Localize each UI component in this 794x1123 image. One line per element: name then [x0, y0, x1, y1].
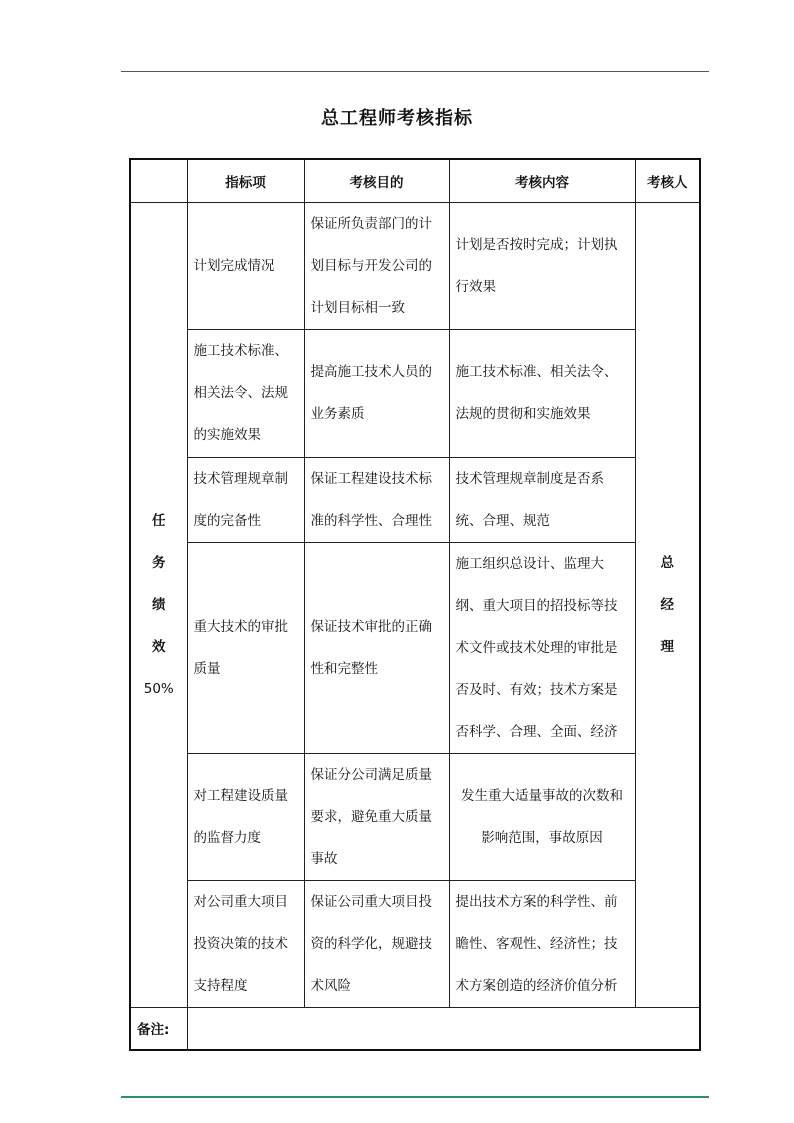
purpose-cell: 提高施工技术人员的业务素质 — [304, 329, 449, 457]
assessor-char: 经 — [660, 596, 674, 613]
header-blank — [130, 159, 187, 202]
assessor-char: 总 — [660, 554, 674, 571]
item-cell: 计划完成情况 — [187, 202, 304, 329]
item-cell: 对公司重大项目投资决策的技术支持程度 — [187, 880, 304, 1007]
header-item: 指标项 — [187, 159, 304, 202]
purpose-cell: 保证分公司满足质量要求，避免重大质量事故 — [304, 753, 449, 880]
remark-label: 备注: — [130, 1007, 187, 1050]
purpose-cell: 保证工程建设技术标准的科学性、合理性 — [304, 457, 449, 542]
table-row — [130, 753, 700, 880]
header-purpose: 考核目的 — [304, 159, 449, 202]
category-char: 效 — [152, 638, 166, 655]
content-cell: 技术管理规章制度是否系统、合理、规范 — [449, 457, 635, 542]
category-weight: 50% — [143, 680, 174, 697]
table-header-row — [130, 159, 700, 202]
header-rule — [121, 71, 709, 72]
item-cell: 技术管理规章制度的完备性 — [187, 457, 304, 542]
category-char: 务 — [152, 554, 166, 571]
content-cell: 计划是否按时完成；计划执行效果 — [449, 202, 635, 329]
content-cell: 提出技术方案的科学性、前瞻性、客观性、经济性；技术方案创造的经济价值分析 — [449, 880, 635, 1007]
content-cell: 施工组织总设计、监理大纲、重大项目的招投标等技术文件或技术处理的审批是否及时、有效；技术方案是否科学、合理、全面、经济 — [449, 542, 635, 753]
header-assessor: 考核人 — [635, 159, 700, 202]
category-cell — [130, 202, 187, 1007]
purpose-cell: 保证技术审批的正确性和完整性 — [304, 542, 449, 753]
table-row — [130, 457, 700, 542]
remark-row — [130, 1007, 700, 1050]
header-content: 考核内容 — [449, 159, 635, 202]
assessor-char: 理 — [660, 638, 674, 655]
table-row — [130, 542, 700, 753]
table-row — [130, 202, 700, 329]
item-cell: 施工技术标准、相关法令、法规的实施效果 — [187, 329, 304, 457]
table-row — [130, 880, 700, 1007]
footer-rule — [121, 1096, 709, 1098]
table-row — [130, 329, 700, 457]
content-cell: 发生重大适量事故的次数和影响范围，事故原因 — [449, 753, 635, 880]
assessor-cell — [635, 202, 700, 1007]
purpose-cell: 保证公司重大项目投资的科学化，规避技术风险 — [304, 880, 449, 1007]
item-cell: 重大技术的审批质量 — [187, 542, 304, 753]
kpi-table — [129, 158, 701, 1051]
remark-value — [187, 1007, 700, 1050]
page-title: 总工程师考核指标 — [321, 108, 473, 129]
purpose-cell: 保证所负责部门的计划目标与开发公司的计划目标相一致 — [304, 202, 449, 329]
category-char: 绩 — [152, 596, 166, 613]
item-cell: 对工程建设质量的监督力度 — [187, 753, 304, 880]
category-char: 任 — [152, 512, 166, 529]
content-cell: 施工技术标准、相关法令、法规的贯彻和实施效果 — [449, 329, 635, 457]
